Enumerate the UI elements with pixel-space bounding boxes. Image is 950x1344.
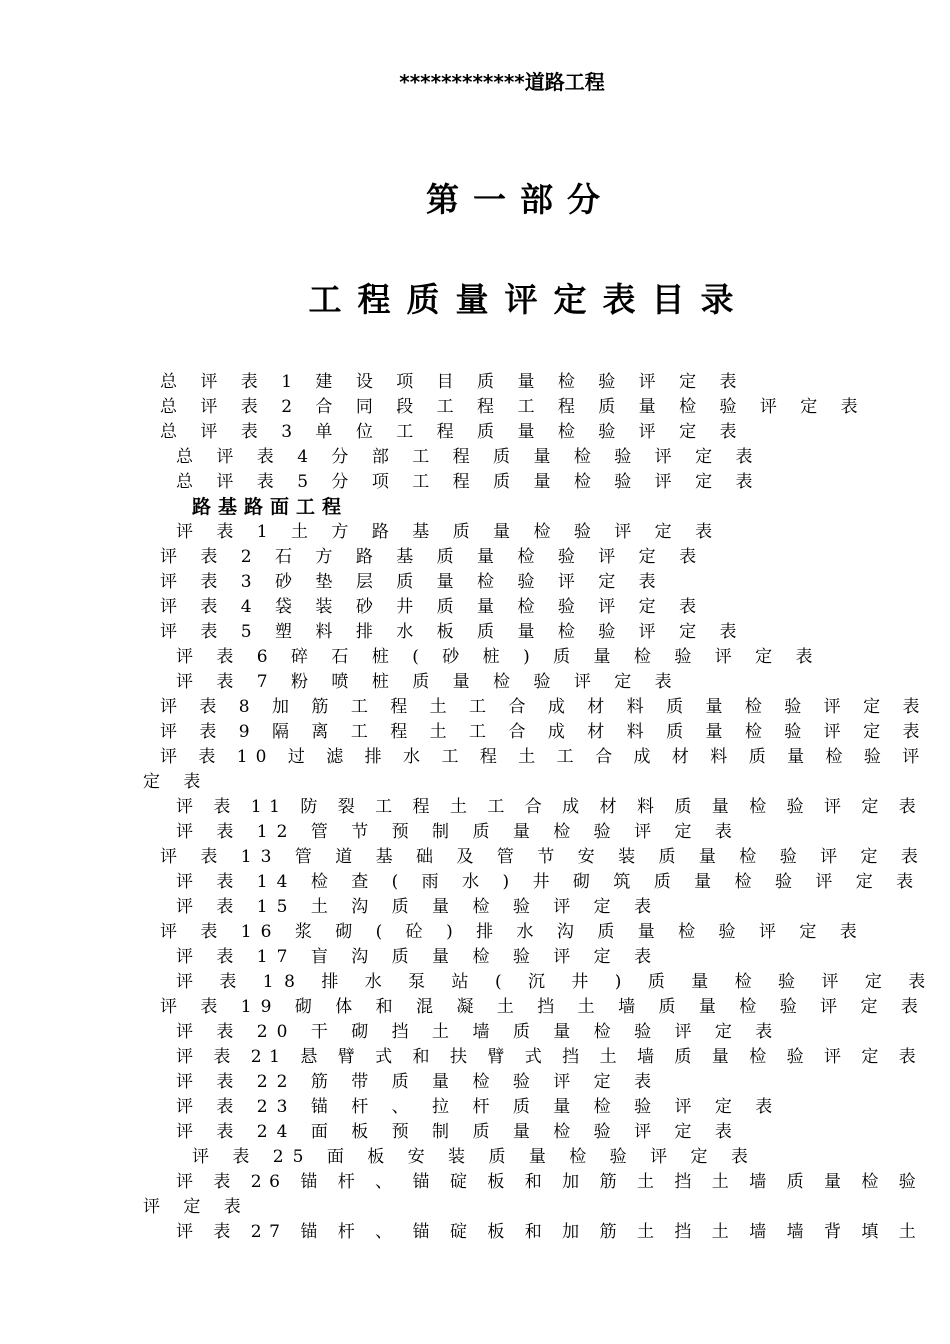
toc-entry: 总 评 表 5 分 项 工 程 质 量 检 验 评 定 表: [176, 472, 762, 492]
toc-entry: 评 表 14 检 查 ( 雨 水 ) 井 砌 筑 质 量 检 验 评 定 表: [176, 872, 923, 892]
toc-entry: 评 表 2 石 方 路 基 质 量 检 验 评 定 表: [160, 547, 706, 567]
toc-entry: 总 评 表 2 合 同 段 工 程 工 程 质 量 检 验 评 定 表: [160, 397, 867, 417]
toc-entry: 评 表 13 管 道 基 础 及 管 节 安 装 质 量 检 验 评 定 表: [160, 847, 927, 867]
toc-title: 工程质量评定表目录: [308, 280, 750, 319]
toc-entry: 评 表 9 隔 离 工 程 土 工 合 成 材 料 质 量 检 验 评 定 表: [160, 722, 928, 742]
toc-entry: 评 表 16 浆 砌 ( 砼 ) 排 水 沟 质 量 检 验 评 定 表: [160, 922, 866, 942]
toc-entry: 评 表 27 锚 杆 、 锚 碇 板 和 加 筋 土 挡 土 墙 墙 背 填 土: [176, 1222, 924, 1242]
toc-entry: 评 表 1 土 方 路 基 质 量 检 验 评 定 表: [176, 522, 722, 542]
document-header: ************道路工程: [399, 70, 605, 94]
toc-entry: 评 表 18 排 水 泵 站 ( 沉 井 ) 质 量 检 验 评 定 表: [176, 972, 936, 992]
toc-entry: 评 表 11 防 裂 工 程 土 工 合 成 材 料 质 量 检 验 评 定 表: [176, 797, 924, 817]
toc-entry: 评 表 24 面 板 预 制 质 量 检 验 评 定 表: [176, 1122, 741, 1142]
toc-entry: 评 表 7 粉 喷 桩 质 量 检 验 评 定 表: [176, 672, 681, 692]
toc-entry: 评 表 23 锚 杆 、 拉 杆 质 量 检 验 评 定 表: [176, 1097, 782, 1117]
toc-entry: 评 表 5 塑 料 排 水 板 质 量 检 验 评 定 表: [160, 622, 746, 642]
toc-entry: 评 表 20 干 砌 挡 土 墙 质 量 检 验 评 定 表: [176, 1022, 782, 1042]
toc-entry: 评 表 3 砂 垫 层 质 量 检 验 评 定 表: [160, 572, 665, 592]
toc-entry: 评 表 17 盲 沟 质 量 检 验 评 定 表: [176, 947, 661, 967]
toc-entry: 评 表 19 砌 体 和 混 凝 土 挡 土 墙 质 量 检 验 评 定 表: [160, 997, 927, 1017]
toc-entry: 评 表 25 面 板 安 装 质 量 检 验 评 定 表: [192, 1147, 757, 1167]
section-heading: 路基路面工程: [192, 496, 349, 518]
toc-entry: 总 评 表 4 分 部 工 程 质 量 检 验 评 定 表: [176, 447, 762, 467]
toc-entry: 评 表 6 碎 石 桩 ( 砂 桩 ) 质 量 检 验 评 定 表: [176, 647, 822, 667]
toc-entry: 评 表 4 袋 装 砂 井 质 量 检 验 评 定 表: [160, 597, 706, 617]
toc-entry: 评 表 15 土 沟 质 量 检 验 评 定 表: [176, 897, 661, 917]
toc-entry: 总 评 表 3 单 位 工 程 质 量 检 验 评 定 表: [160, 422, 746, 442]
toc-entry: 总 评 表 1 建 设 项 目 质 量 检 验 评 定 表: [160, 372, 746, 392]
toc-entry: 评 表 12 管 节 预 制 质 量 检 验 评 定 表: [176, 822, 741, 842]
part-title: 第一部分: [426, 180, 614, 219]
toc-entry: 定 表: [143, 772, 210, 792]
toc-entry: 评 表 8 加 筋 工 程 土 工 合 成 材 料 质 量 检 验 评 定 表: [160, 697, 928, 717]
toc-entry: 评 定 表: [143, 1197, 250, 1217]
toc-entry: 评 表 26 锚 杆 、 锚 碇 板 和 加 筋 土 挡 土 墙 质 量 检 验: [176, 1172, 924, 1192]
toc-entry: 评 表 21 悬 臂 式 和 扶 臂 式 挡 土 墙 质 量 检 验 评 定 表: [176, 1047, 924, 1067]
toc-entry: 评 表 22 筋 带 质 量 检 验 评 定 表: [176, 1072, 661, 1092]
toc-entry: 评 表 10 过 滤 排 水 工 程 土 工 合 成 材 料 质 量 检 验 评: [160, 747, 928, 767]
